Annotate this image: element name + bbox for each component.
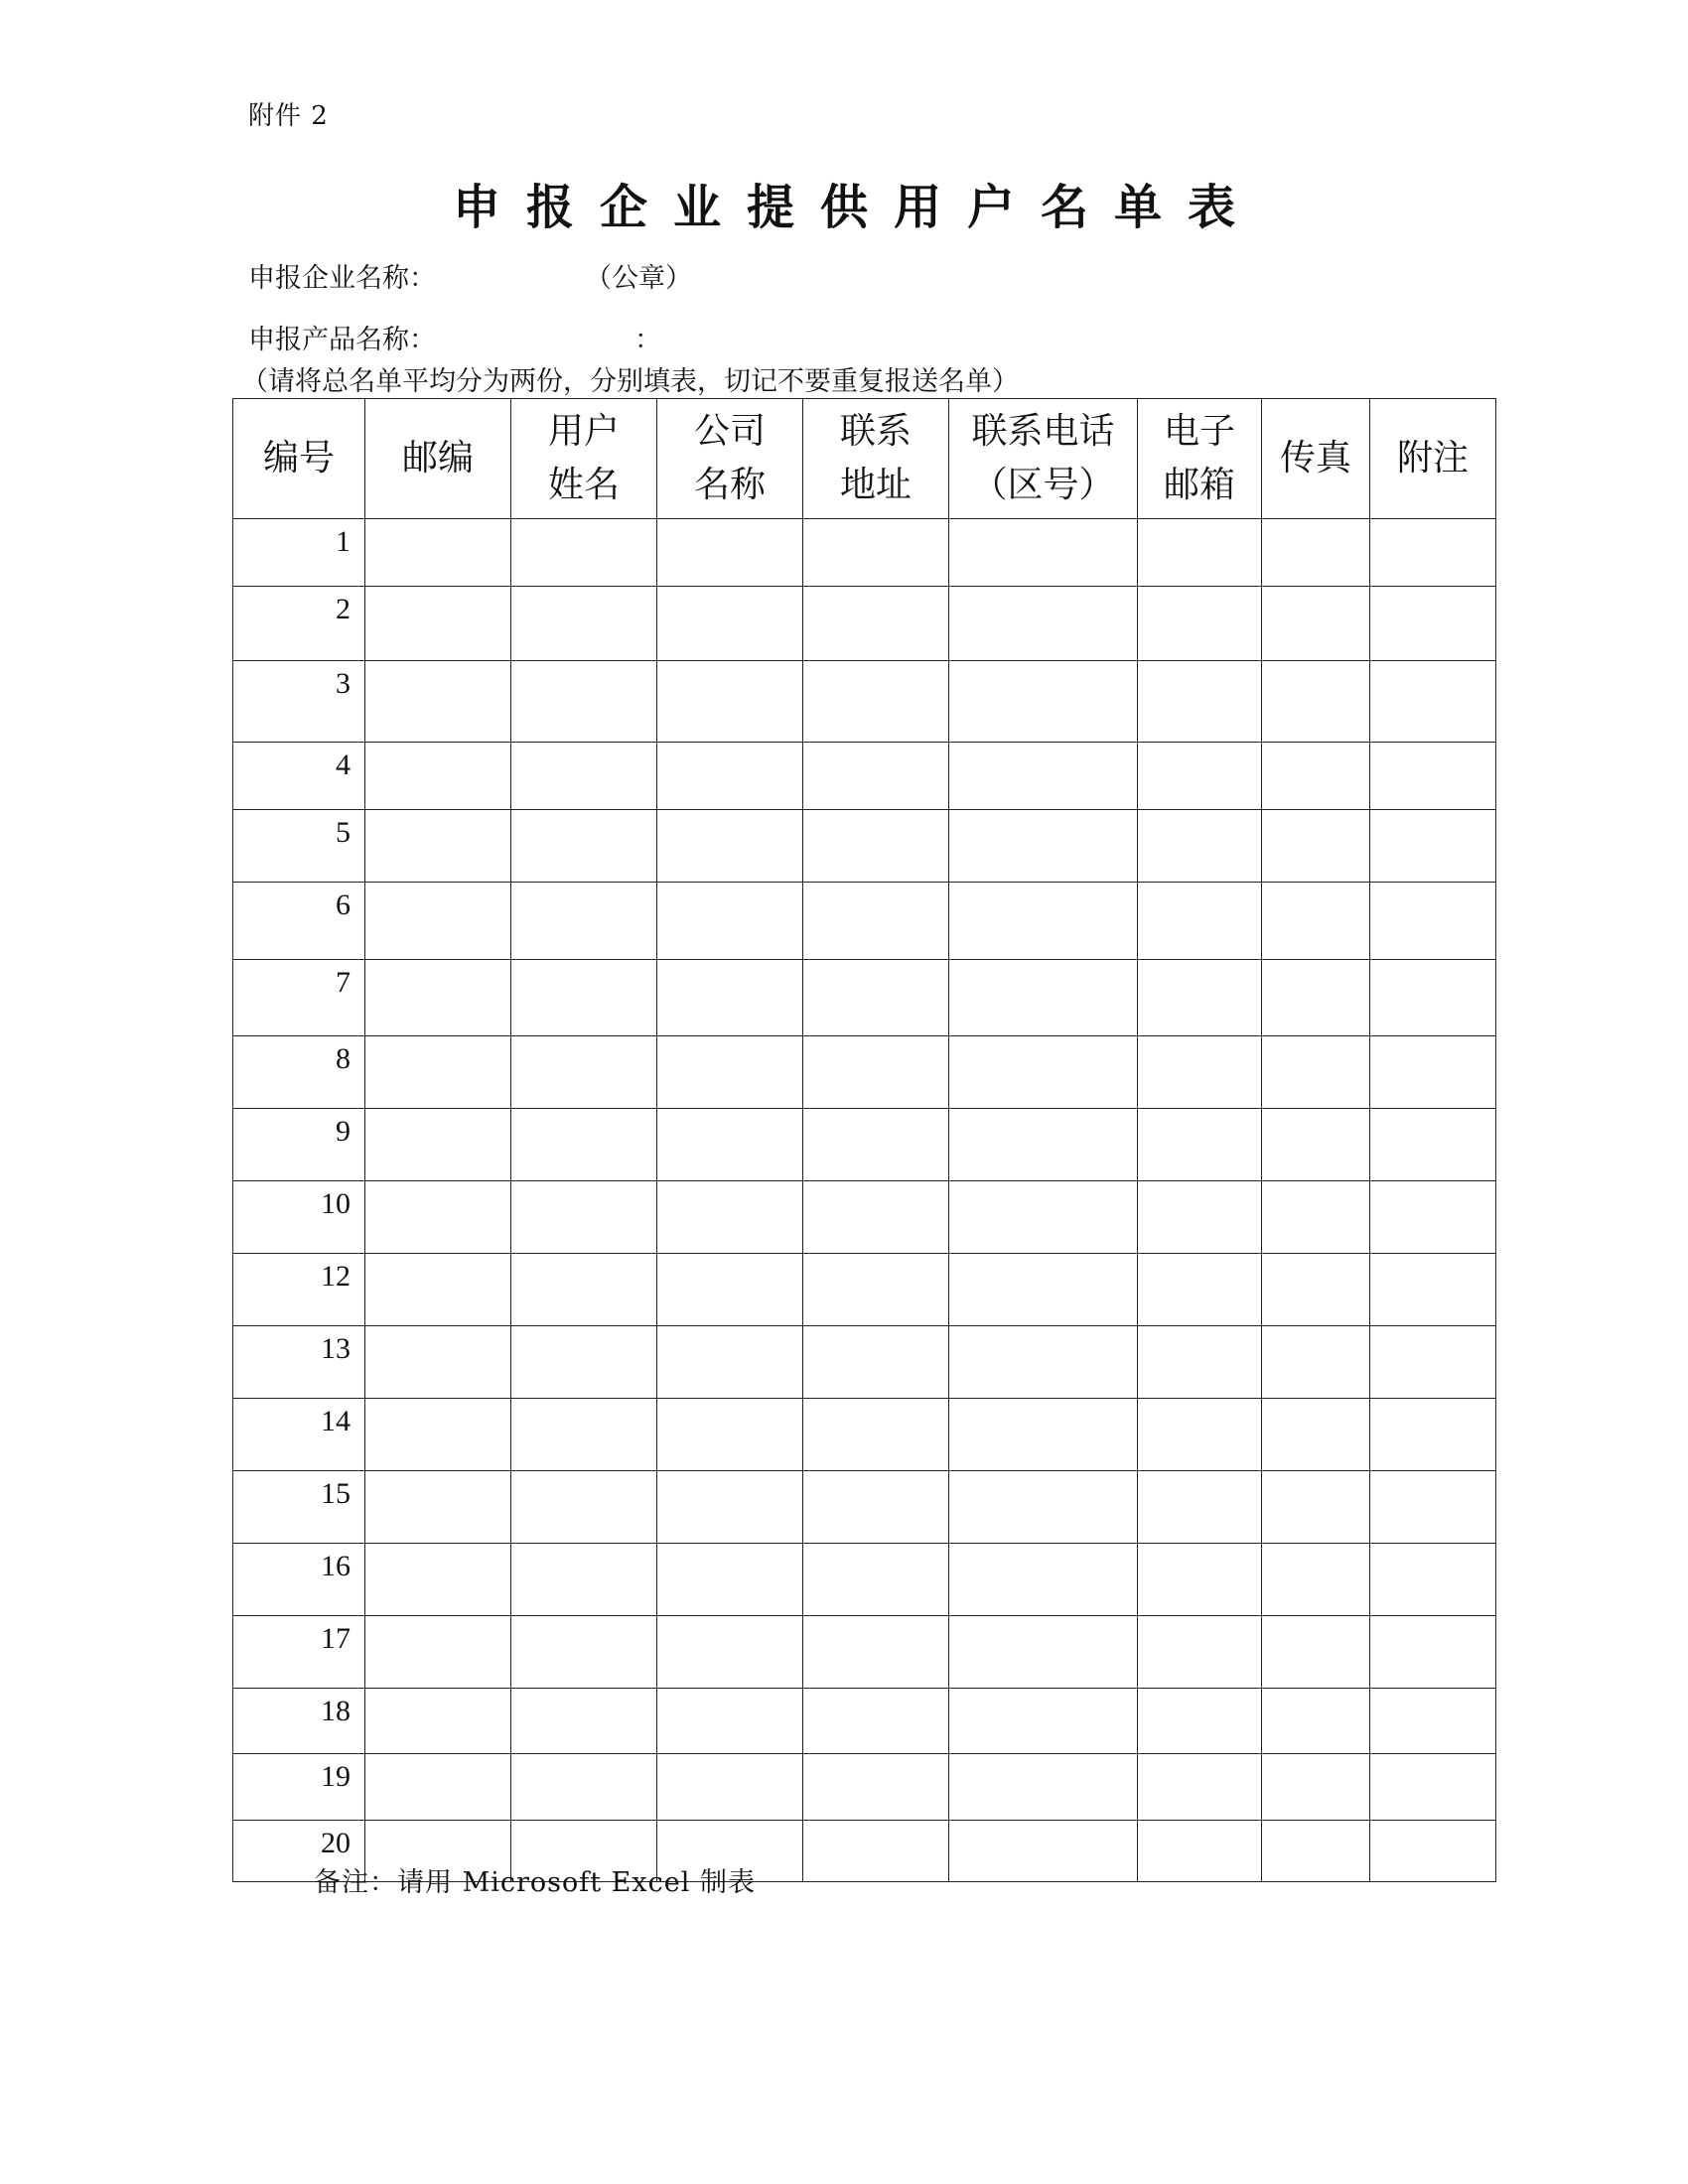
cell-user-name[interactable]	[511, 1616, 657, 1689]
cell-email[interactable]	[1138, 883, 1262, 960]
cell-company-name[interactable]	[657, 1109, 803, 1181]
table-row	[233, 1109, 1496, 1181]
column-header-contact-address	[803, 399, 949, 519]
column-header-line: 传真	[1279, 438, 1351, 478]
cell-fax[interactable]	[1262, 519, 1370, 587]
cell-email[interactable]	[1138, 743, 1262, 810]
page-title: 申报企业提供用户名单表	[452, 180, 1261, 235]
row-number-cell: 8	[233, 1036, 365, 1109]
cell-contact-phone[interactable]	[949, 960, 1138, 1036]
cell-postcode[interactable]	[365, 519, 511, 587]
cell-contact-phone[interactable]	[949, 587, 1138, 661]
cell-contact-address[interactable]	[803, 1109, 949, 1181]
cell-fax[interactable]	[1262, 1689, 1370, 1754]
row-number-cell: 13	[233, 1326, 365, 1399]
table-row	[233, 1616, 1496, 1689]
row-number-cell: 1	[233, 519, 365, 587]
cell-user-name[interactable]	[511, 587, 657, 661]
product-name-colon: ：	[634, 325, 661, 355]
cell-fax[interactable]	[1262, 1754, 1370, 1821]
cell-user-name[interactable]	[511, 1689, 657, 1754]
cell-postcode[interactable]	[365, 587, 511, 661]
cell-contact-address[interactable]	[803, 883, 949, 960]
cell-postcode[interactable]	[365, 1471, 511, 1544]
cell-fax[interactable]	[1262, 810, 1370, 883]
cell-contact-phone[interactable]	[949, 519, 1138, 587]
row-number-cell: 7	[233, 960, 365, 1036]
cell-email[interactable]	[1138, 1109, 1262, 1181]
cell-postcode[interactable]	[365, 743, 511, 810]
cell-remarks[interactable]	[1370, 743, 1496, 810]
column-header-line: 公司	[693, 411, 766, 452]
row-number-cell: 9	[233, 1109, 365, 1181]
cell-remarks[interactable]	[1370, 1181, 1496, 1254]
column-header-id	[233, 399, 365, 519]
cell-email[interactable]	[1138, 519, 1262, 587]
column-header-fax	[1262, 399, 1370, 519]
product-name-label: 申报产品名称：	[248, 325, 436, 355]
cell-contact-phone[interactable]	[949, 1254, 1138, 1326]
cell-contact-phone[interactable]	[949, 1821, 1138, 1882]
cell-remarks[interactable]	[1370, 960, 1496, 1036]
cell-email[interactable]	[1138, 1754, 1262, 1821]
table-header-row	[233, 399, 1496, 519]
table-row	[233, 1399, 1496, 1471]
cell-remarks[interactable]	[1370, 519, 1496, 587]
table-row	[233, 519, 1496, 587]
row-number-cell: 16	[233, 1544, 365, 1616]
cell-postcode[interactable]	[365, 1181, 511, 1254]
cell-postcode[interactable]	[365, 1754, 511, 1821]
table-row	[233, 1254, 1496, 1326]
column-header-line: 联系电话	[971, 411, 1115, 452]
cell-user-name[interactable]	[511, 1036, 657, 1109]
cell-fax[interactable]	[1262, 743, 1370, 810]
table-row	[233, 1181, 1496, 1254]
cell-remarks[interactable]	[1370, 587, 1496, 661]
cell-email[interactable]	[1138, 960, 1262, 1036]
table-row	[233, 1544, 1496, 1616]
cell-company-name[interactable]	[657, 1254, 803, 1326]
table-row	[233, 1754, 1496, 1821]
cell-remarks[interactable]	[1370, 1471, 1496, 1544]
cell-contact-address[interactable]	[803, 519, 949, 587]
cell-email[interactable]	[1138, 810, 1262, 883]
column-header-email	[1138, 399, 1262, 519]
cell-user-name[interactable]	[511, 1109, 657, 1181]
cell-remarks[interactable]	[1370, 883, 1496, 960]
cell-user-name[interactable]	[511, 1544, 657, 1616]
table-row	[233, 1471, 1496, 1544]
cell-contact-address[interactable]	[803, 1254, 949, 1326]
row-number-cell: 15	[233, 1471, 365, 1544]
cell-contact-phone[interactable]	[949, 1399, 1138, 1471]
cell-email[interactable]	[1138, 1471, 1262, 1544]
cell-email[interactable]	[1138, 1689, 1262, 1754]
column-header-line: 邮编	[401, 438, 474, 478]
row-number-cell: 2	[233, 587, 365, 661]
cell-fax[interactable]	[1262, 1254, 1370, 1326]
cell-contact-address[interactable]	[803, 587, 949, 661]
column-header-remarks	[1370, 399, 1496, 519]
cell-remarks[interactable]	[1370, 1689, 1496, 1754]
cell-company-name[interactable]	[657, 1399, 803, 1471]
row-number-cell: 19	[233, 1754, 365, 1821]
cell-postcode[interactable]	[365, 960, 511, 1036]
table-row	[233, 1326, 1496, 1399]
cell-company-name[interactable]	[657, 883, 803, 960]
cell-fax[interactable]	[1262, 587, 1370, 661]
cell-contact-address[interactable]	[803, 743, 949, 810]
cell-remarks[interactable]	[1370, 810, 1496, 883]
cell-company-name[interactable]	[657, 743, 803, 810]
cell-contact-phone[interactable]	[949, 1754, 1138, 1821]
cell-email[interactable]	[1138, 1326, 1262, 1399]
cell-contact-phone[interactable]	[949, 1326, 1138, 1399]
cell-fax[interactable]	[1262, 1181, 1370, 1254]
cell-contact-address[interactable]	[803, 1181, 949, 1254]
table-row	[233, 883, 1496, 960]
cell-email[interactable]	[1138, 1821, 1262, 1882]
cell-contact-address[interactable]	[803, 1754, 949, 1821]
row-number-cell: 10	[233, 1181, 365, 1254]
row-number-cell: 5	[233, 810, 365, 883]
cell-contact-phone[interactable]	[949, 1181, 1138, 1254]
table-row	[233, 587, 1496, 661]
cell-email[interactable]	[1138, 1036, 1262, 1109]
cell-fax[interactable]	[1262, 1616, 1370, 1689]
column-header-line: （区号）	[971, 465, 1115, 505]
row-number-cell: 12	[233, 1254, 365, 1326]
cell-contact-address[interactable]	[803, 1689, 949, 1754]
cell-contact-phone[interactable]	[949, 810, 1138, 883]
cell-postcode[interactable]	[365, 661, 511, 743]
table-row	[233, 1689, 1496, 1754]
cell-user-name[interactable]	[511, 1254, 657, 1326]
table-row	[233, 960, 1496, 1036]
cell-contact-address[interactable]	[803, 661, 949, 743]
row-number-cell: 17	[233, 1616, 365, 1689]
cell-user-name[interactable]	[511, 661, 657, 743]
cell-remarks[interactable]	[1370, 1399, 1496, 1471]
cell-email[interactable]	[1138, 1399, 1262, 1471]
cell-postcode[interactable]	[365, 883, 511, 960]
cell-fax[interactable]	[1262, 1821, 1370, 1882]
cell-contact-address[interactable]	[803, 810, 949, 883]
cell-company-name[interactable]	[657, 1471, 803, 1544]
cell-company-name[interactable]	[657, 1544, 803, 1616]
footer-note: 备注：请用 Microsoft Excel 制表	[314, 1867, 756, 1898]
cell-company-name[interactable]	[657, 1326, 803, 1399]
column-header-line: 名称	[693, 465, 766, 505]
cell-email[interactable]	[1138, 1544, 1262, 1616]
cell-contact-address[interactable]	[803, 1544, 949, 1616]
cell-company-name[interactable]	[657, 960, 803, 1036]
cell-remarks[interactable]	[1370, 1254, 1496, 1326]
cell-contact-phone[interactable]	[949, 883, 1138, 960]
cell-company-name[interactable]	[657, 1181, 803, 1254]
cell-fax[interactable]	[1262, 1399, 1370, 1471]
cell-contact-address[interactable]	[803, 1036, 949, 1109]
cell-company-name[interactable]	[657, 1689, 803, 1754]
cell-remarks[interactable]	[1370, 1544, 1496, 1616]
cell-remarks[interactable]	[1370, 1616, 1496, 1689]
cell-email[interactable]	[1138, 587, 1262, 661]
column-header-line: 附注	[1396, 438, 1469, 478]
column-header-line: 编号	[262, 438, 335, 478]
row-number-cell: 6	[233, 883, 365, 960]
cell-postcode[interactable]	[365, 810, 511, 883]
row-number-cell: 20	[233, 1821, 365, 1882]
cell-remarks[interactable]	[1370, 1754, 1496, 1821]
row-number-cell: 18	[233, 1689, 365, 1754]
cell-email[interactable]	[1138, 1254, 1262, 1326]
cell-fax[interactable]	[1262, 1544, 1370, 1616]
cell-user-name[interactable]	[511, 1754, 657, 1821]
cell-postcode[interactable]	[365, 1399, 511, 1471]
cell-company-name[interactable]	[657, 587, 803, 661]
cell-email[interactable]	[1138, 661, 1262, 743]
cell-contact-phone[interactable]	[949, 1616, 1138, 1689]
cell-fax[interactable]	[1262, 661, 1370, 743]
column-header-line: 联系	[839, 411, 912, 452]
column-header-line: 地址	[839, 465, 912, 505]
cell-contact-phone[interactable]	[949, 1036, 1138, 1109]
cell-fax[interactable]	[1262, 1109, 1370, 1181]
cell-contact-address[interactable]	[803, 1471, 949, 1544]
cell-email[interactable]	[1138, 1181, 1262, 1254]
cell-contact-phone[interactable]	[949, 1109, 1138, 1181]
table-row	[233, 1036, 1496, 1109]
column-header-contact-phone	[949, 399, 1138, 519]
cell-remarks[interactable]	[1370, 1326, 1496, 1399]
cell-company-name[interactable]	[657, 1754, 803, 1821]
cell-contact-phone[interactable]	[949, 1544, 1138, 1616]
seal-label: （公章）	[585, 263, 692, 294]
cell-user-name[interactable]	[511, 810, 657, 883]
column-header-company-name	[657, 399, 803, 519]
cell-fax[interactable]	[1262, 883, 1370, 960]
row-number-cell: 4	[233, 743, 365, 810]
cell-company-name[interactable]	[657, 519, 803, 587]
row-number-cell: 14	[233, 1399, 365, 1471]
cell-postcode[interactable]	[365, 1544, 511, 1616]
table-row	[233, 743, 1496, 810]
attachment-label: 附件 2	[248, 101, 329, 131]
cell-contact-phone[interactable]	[949, 661, 1138, 743]
column-header-line: 邮箱	[1163, 465, 1235, 505]
column-header-line: 姓名	[547, 465, 620, 505]
cell-contact-address[interactable]	[803, 1616, 949, 1689]
cell-fax[interactable]	[1262, 960, 1370, 1036]
cell-contact-address[interactable]	[803, 960, 949, 1036]
cell-user-name[interactable]	[511, 519, 657, 587]
column-header-line: 用户	[547, 411, 620, 452]
instruction-note: （请将总名单平均分为两份，分别填表，切记不要重复报送名单）	[241, 366, 1019, 397]
cell-contact-phone[interactable]	[949, 1689, 1138, 1754]
cell-contact-address[interactable]	[803, 1326, 949, 1399]
column-header-user-name	[511, 399, 657, 519]
cell-user-name[interactable]	[511, 1471, 657, 1544]
cell-contact-phone[interactable]	[949, 743, 1138, 810]
table-body	[233, 519, 1496, 1882]
product-name-line	[248, 318, 661, 356]
cell-remarks[interactable]	[1370, 1036, 1496, 1109]
cell-postcode[interactable]	[365, 1109, 511, 1181]
cell-remarks[interactable]	[1370, 1109, 1496, 1181]
cell-remarks[interactable]	[1370, 1821, 1496, 1882]
cell-company-name[interactable]	[657, 661, 803, 743]
cell-postcode[interactable]	[365, 1689, 511, 1754]
column-header-line: 电子	[1163, 411, 1235, 452]
table-row	[233, 810, 1496, 883]
cell-contact-address[interactable]	[803, 1399, 949, 1471]
cell-company-name[interactable]	[657, 1616, 803, 1689]
cell-user-name[interactable]	[511, 1326, 657, 1399]
row-number-cell: 3	[233, 661, 365, 743]
cell-fax[interactable]	[1262, 1036, 1370, 1109]
cell-user-name[interactable]	[511, 1399, 657, 1471]
cell-user-name[interactable]	[511, 743, 657, 810]
cell-postcode[interactable]	[365, 1326, 511, 1399]
cell-company-name[interactable]	[657, 810, 803, 883]
cell-postcode[interactable]	[365, 1616, 511, 1689]
cell-contact-address[interactable]	[803, 1821, 949, 1882]
enterprise-name-label: 申报企业名称：	[248, 263, 436, 294]
cell-postcode[interactable]	[365, 1036, 511, 1109]
cell-user-name[interactable]	[511, 960, 657, 1036]
cell-fax[interactable]	[1262, 1326, 1370, 1399]
cell-remarks[interactable]	[1370, 661, 1496, 743]
cell-email[interactable]	[1138, 1616, 1262, 1689]
cell-postcode[interactable]	[365, 1254, 511, 1326]
enterprise-name-line	[248, 256, 692, 295]
table-row	[233, 661, 1496, 743]
cell-user-name[interactable]	[511, 883, 657, 960]
column-header-postcode	[365, 399, 511, 519]
user-list-table	[232, 398, 1496, 1882]
cell-user-name[interactable]	[511, 1181, 657, 1254]
cell-company-name[interactable]	[657, 1036, 803, 1109]
cell-contact-phone[interactable]	[949, 1471, 1138, 1544]
cell-fax[interactable]	[1262, 1471, 1370, 1544]
